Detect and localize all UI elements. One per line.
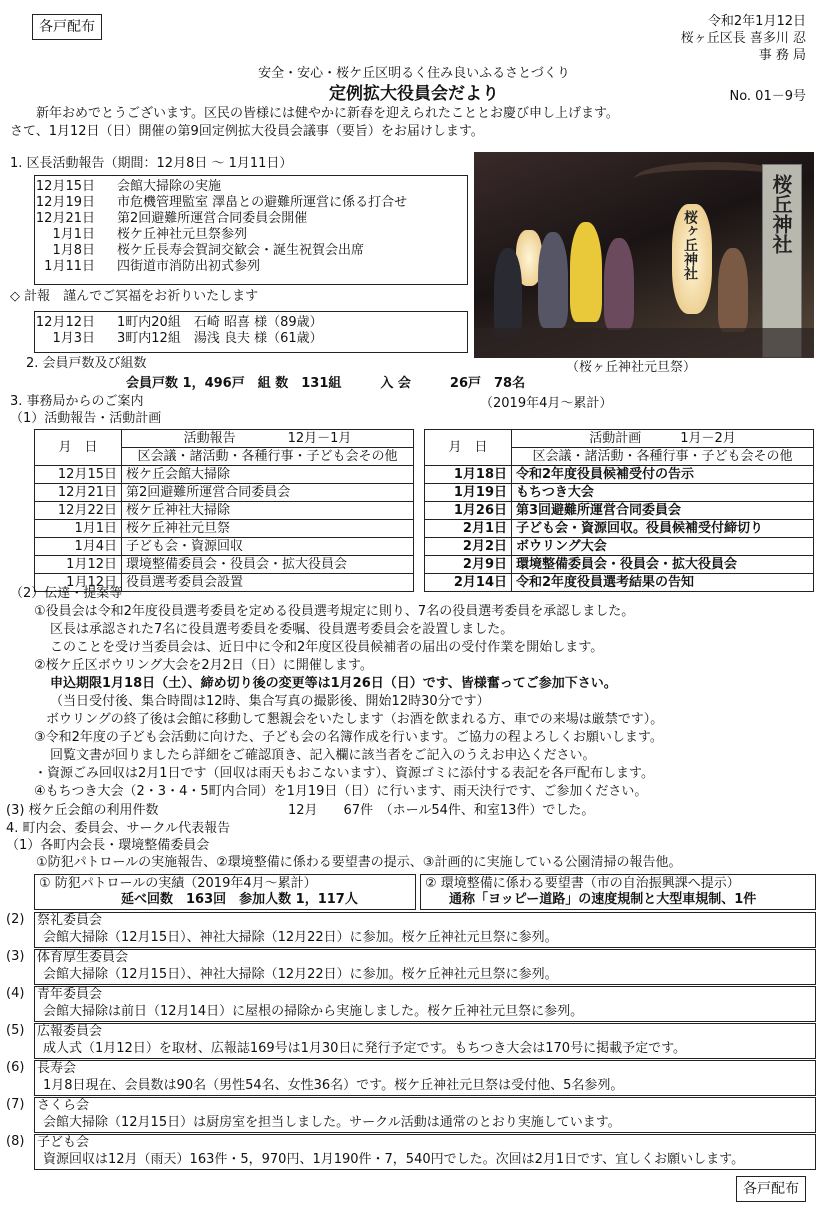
table-cell-date: 2月9日 — [425, 556, 512, 574]
table-cell-text: ボウリング大会 — [512, 538, 814, 556]
table-cell-date: 2月2日 — [425, 538, 512, 556]
issuer: 桜ヶ丘区長 喜多川 忍 — [680, 31, 806, 46]
notice-line: ボウリングの終了後は会館に移動して懇親会をいたします（お酒を飲まれる方、車での来場は厳禁です）。 — [46, 712, 664, 727]
request-title: ② 環境整備に係わる要望書（市の自治振興課へ提示） — [425, 876, 740, 891]
activity-date: 1月11日 — [44, 259, 95, 274]
committee-text: 1月8日現在、会員数は90名（男性54名、女性36名）です。桜ケ丘神社元旦祭は受付他、5名参列。 — [43, 1078, 624, 1093]
chief-activity-list — [35, 176, 467, 275]
table-subtitle: 区会議・諸活動・各種行事・子ども会その他 — [122, 448, 414, 466]
committee-text: 会館大掃除（12月15日）は厨房室を担当しました。サークル活動は通常のとおり実施しています。 — [43, 1115, 621, 1130]
table-row — [35, 520, 414, 538]
notice-line: 申込期限1月18日（土）、締め切り後の変更等は1月26日（日）です、皆様奮ってご参加下さい。 — [50, 676, 617, 691]
committee-text: 資源回収は12月（雨天）163件・5，970円、1月190件・7，540円でした。次回は2月1日です、宜しくお願いします。 — [43, 1152, 745, 1167]
obituary-date: 12月12日 — [35, 315, 95, 330]
table-row — [425, 484, 814, 502]
chief-activity-box — [34, 175, 468, 285]
chief-activity-item — [35, 227, 467, 243]
table-row — [35, 556, 414, 574]
table-row — [35, 538, 414, 556]
table-cell-text: 桜ケ丘会館大掃除 — [122, 466, 414, 484]
table-row — [35, 484, 414, 502]
slogan: 安全・安心・桜ケ丘区明るく住み良いふるさとづくり — [258, 66, 570, 81]
table-cell-text: 桜ケ丘神社元旦祭 — [122, 520, 414, 538]
table-row — [425, 556, 814, 574]
notice-line: ④もちつき大会（2・3・4・5町内合同）を1月19日（日）に行います、雨天決行です、ご参加ください。 — [34, 784, 648, 799]
shrine-photo — [474, 152, 814, 358]
committee-name: 広報委員会 — [37, 1024, 103, 1039]
shrine-sign-text: 桜丘神社 — [769, 174, 793, 254]
table-cell-date: 1月1日 — [35, 520, 122, 538]
table-cell-text: 第2回避難所運営合同委員会 — [122, 484, 414, 502]
table-cell-text: もちつき大会 — [512, 484, 814, 502]
member-count: 会員戸数 1，496戸 組 数 131組 入 会 26戸 78名 — [126, 376, 526, 391]
committee-number: (5) — [6, 1023, 25, 1038]
table-title: 活動報告 12月－1月 — [122, 430, 414, 448]
committee-number: (6) — [6, 1060, 25, 1075]
distribution-stamp: 各戸配布 — [32, 14, 102, 40]
table-cell-date: 1月4日 — [35, 538, 122, 556]
committee-box — [34, 1023, 816, 1059]
notice-line: ①役員会は令和2年度役員選考委員を定める役員選考規定に則り、7名の役員選考委員を承認しました。 — [34, 604, 635, 619]
visitor — [604, 238, 634, 330]
notice-line: （当日受付後、集合時間は12時、集合写真の撮影後、開始12時30分です） — [50, 694, 490, 709]
request-value: 通称「ヨッピー道路」の速度規制と大型車規制、1件 — [449, 892, 757, 907]
section-4-1-line: ①防犯パトロールの実施報告、②環境整備に係わる要望書の提示、③計画的に実施している公園清掃の報告他。 — [36, 855, 682, 870]
table-cell-date: 2月14日 — [425, 574, 512, 592]
visitor — [718, 248, 748, 332]
request-box — [420, 874, 816, 910]
committee-name: 長寿会 — [37, 1061, 77, 1076]
issue-number: No. 01－9号 — [729, 89, 806, 104]
table-cell-text: 令和2年度役員候補受付の告示 — [512, 466, 814, 484]
intro-line-2: さて、1月12日（日）開催の第9回定例拡大役員会議事（要旨）をお届けします。 — [10, 124, 484, 139]
committee-text: 会館大掃除は前日（12月14日）に屋根の掃除から実施しました。桜ケ丘神社元旦祭に参列。 — [43, 1004, 584, 1019]
activity-date: 12月19日 — [35, 195, 95, 210]
committee-number: (2) — [6, 912, 25, 927]
committee-text: 成人式（1月12日）を取材、広報誌169号は1月30日に発行予定です。もちつき大会は170号に掲載予定です。 — [43, 1041, 687, 1056]
activity-plan-table — [424, 429, 814, 592]
committee-name: 子ども会 — [37, 1135, 90, 1150]
activity-report-table — [34, 429, 414, 592]
activity-text: 第2回避難所運営合同委員会開催 — [117, 211, 308, 226]
table-row — [425, 538, 814, 556]
activity-text: 四街道市消防出初式参列 — [117, 259, 261, 274]
obituary-date: 1月3日 — [52, 331, 95, 346]
hall-usage: 12月 67件 （ホール54件、和室13件）でした。 — [288, 803, 595, 818]
section-4-title: 4. 町内会、委員会、サークル代表報告 — [6, 821, 231, 836]
table-row — [425, 520, 814, 538]
committee-box — [34, 949, 816, 985]
intro-line-1: 新年おめでとうございます。区民の皆様には健やかに新春を迎えられたこととお慶び申し上げます。 — [36, 106, 619, 121]
table-cell-text: 第3回避難所運営合同委員会 — [512, 502, 814, 520]
obituary-title: ◇ 計報 謹んでご冥福をお祈りいたします — [10, 289, 259, 304]
table-cell-date: 1月26日 — [425, 502, 512, 520]
distribution-stamp-bottom: 各戸配布 — [736, 1176, 806, 1202]
notice-line: ③令和2年度の子ども会活動に向けた、子ども会の名簿作成を行います。ご協力の程よろしくお願いします。 — [34, 730, 663, 745]
committee-number: (7) — [6, 1097, 25, 1112]
section-3-2-title: （2）伝達・提案等 — [10, 586, 123, 601]
obituary-item — [35, 315, 467, 331]
obituary-text: 1町内20組 石崎 昭喜 様（89歳） — [117, 315, 323, 330]
obituary-box — [34, 311, 468, 353]
chief-activity-item — [35, 243, 467, 259]
table-header-row — [425, 430, 814, 448]
activity-text: 会館大掃除の実施 — [117, 179, 222, 194]
activity-date: 1月8日 — [52, 243, 95, 258]
table-cell-date: 1月19日 — [425, 484, 512, 502]
table-row — [425, 502, 814, 520]
committee-box — [34, 1060, 816, 1096]
committee-number: (4) — [6, 986, 25, 1001]
chief-activity-item — [35, 211, 467, 227]
obituary-list — [35, 312, 467, 347]
committee-name: さくら会 — [37, 1098, 90, 1113]
patrol-title: ① 防犯パトロールの実績（2019年4月～累計） — [39, 876, 317, 891]
table-cell-text: 役員選考委員会設置 — [122, 574, 414, 592]
cumulative-period: （2019年4月～累計） — [480, 396, 613, 411]
committee-box — [34, 986, 816, 1022]
chief-activity-item — [35, 195, 467, 211]
table-cell-text: 桜ケ丘神社大掃除 — [122, 502, 414, 520]
table-title: 活動計画 1月－2月 — [512, 430, 814, 448]
table-subtitle: 区会議・諸活動・各種行事・子ども会その他 — [512, 448, 814, 466]
date-header: 月 日 — [35, 430, 122, 466]
table-cell-date: 1月12日 — [35, 556, 122, 574]
table-cell-text: 環境整備委員会・役員会・拡大役員会 — [122, 556, 414, 574]
patrol-box — [34, 874, 416, 910]
patrol-value: 延べ回数 163回 参加人数 1，117人 — [121, 892, 358, 907]
notice-line: ②桜ケ丘区ボウリング大会を2月2日（日）に開催します。 — [34, 658, 373, 673]
section-1-title: 1. 区長活動報告（期間：12月8日 ～ 1月11日） — [10, 156, 293, 171]
activity-date: 12月15日 — [35, 179, 95, 194]
committee-text: 会館大掃除（12月15日）、神社大掃除（12月22日）に参加。桜ケ丘神社元旦祭に参列。 — [43, 930, 558, 945]
table-row — [35, 502, 414, 520]
photo-caption: （桜ヶ丘神社元旦祭） — [566, 360, 697, 375]
obituary-text: 3町内12組 湯浅 良夫 様（61歳） — [117, 331, 323, 346]
committee-number: (3) — [6, 949, 25, 964]
date-header: 月 日 — [425, 430, 512, 466]
table-row — [425, 466, 814, 484]
notice-line: 回覧文書が回りましたら詳細をご確認頂き、記入欄に該当者をご記入のうえお申込ください。 — [50, 748, 596, 763]
table-cell-date: 12月21日 — [35, 484, 122, 502]
page-title: 定例拡大役員会だより — [329, 84, 499, 104]
table-row — [425, 574, 814, 592]
notice-line: このことを受け当委員会は、近日中に令和2年度区役員候補者の届出の受付作業を開始します。 — [50, 640, 604, 655]
table-cell-text: 環境整備委員会・役員会・拡大役員会 — [512, 556, 814, 574]
office: 事 務 局 — [758, 48, 806, 63]
lantern-text: 桜ヶ丘神社 — [682, 210, 698, 280]
issue-date: 令和2年1月12日 — [707, 14, 806, 29]
chief-activity-item — [35, 259, 467, 275]
table-header-row — [35, 430, 414, 448]
table-cell-date: 1月12日 — [35, 574, 122, 592]
section-3-1-title: （1）活動報告・活動計画 — [10, 411, 162, 426]
committee-box — [34, 1097, 816, 1133]
activity-text: 桜ケ丘神社元旦祭参列 — [117, 227, 248, 242]
committee-name: 体育厚生委員会 — [37, 950, 129, 965]
table-cell-text: 子ども会・資源回収 — [122, 538, 414, 556]
obituary-item — [35, 331, 467, 347]
table-cell-date: 12月22日 — [35, 502, 122, 520]
table-cell-date: 1月18日 — [425, 466, 512, 484]
section-3-3-title: (3) 桜ケ丘会館の利用件数 — [6, 803, 159, 818]
notice-line: 区長は承認された7名に役員選考委員を委嘱、役員選考委員会を設置しました。 — [50, 622, 514, 637]
section-2-title: 2. 会員戸数及び組数 — [26, 356, 147, 371]
table-cell-date: 12月15日 — [35, 466, 122, 484]
committee-name: 青年委員会 — [37, 987, 103, 1002]
notice-line: ・資源ごみ回収は2月1日です（回収は雨天もおこないます）、資源ゴミに添付する表記を各戸配布します。 — [34, 766, 655, 781]
visitor — [538, 232, 568, 328]
section-3-title: 3. 事務局からのご案内 — [10, 394, 144, 409]
committee-number: (8) — [6, 1134, 25, 1149]
table-cell-date: 2月1日 — [425, 520, 512, 538]
activity-date: 12月21日 — [35, 211, 95, 226]
committee-text: 会館大掃除（12月15日）、神社大掃除（12月22日）に参加。桜ケ丘神社元旦祭に参列。 — [43, 967, 558, 982]
visitor — [570, 222, 602, 322]
table-cell-text: 令和2年度役員選考結果の告知 — [512, 574, 814, 592]
activity-text: 桜ケ丘長寿会賀詞交歓会・誕生祝賀会出席 — [117, 243, 365, 258]
section-4-1-title: （1）各町内会長・環境整備委員会 — [6, 838, 210, 853]
table-cell-text: 子ども会・資源回収。役員候補受付締切り — [512, 520, 814, 538]
committee-name: 祭礼委員会 — [37, 913, 103, 928]
committee-box — [34, 912, 816, 948]
table-row — [35, 466, 414, 484]
visitor — [494, 248, 522, 338]
activity-date: 1月1日 — [52, 227, 95, 242]
committee-box — [34, 1134, 816, 1170]
activity-text: 市危機管理監室 澤畠との避難所運営に係る打合せ — [117, 195, 408, 210]
chief-activity-item — [35, 179, 467, 195]
